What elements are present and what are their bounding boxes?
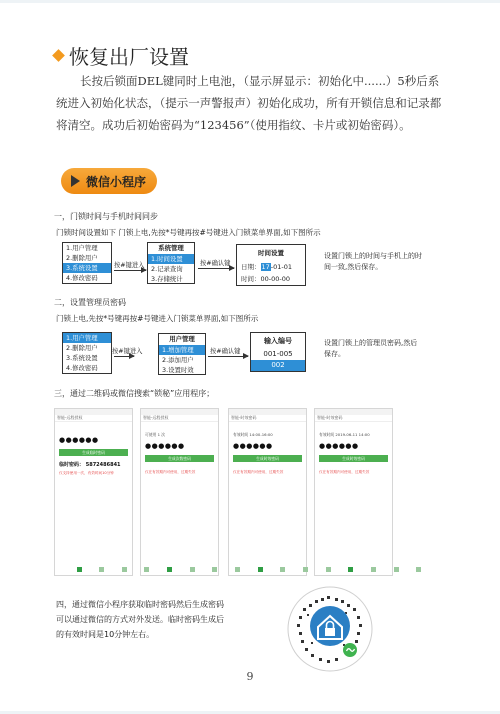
tab-icon: [323, 566, 333, 580]
menu-item: 3.系统设置: [66, 354, 98, 362]
wechat-miniprogram-tag: [61, 168, 157, 194]
phone-nav-title: 智能-远程授权: [141, 415, 218, 422]
phone-row: 有效时间 14:00-16:00: [233, 432, 273, 437]
system-menu-title: 系统管理: [158, 244, 184, 252]
arrow-label: 按#键进入: [114, 262, 145, 269]
password-dots: ●●●●●●: [319, 442, 359, 450]
tab-icon: [391, 566, 401, 580]
phone-screenshot: [314, 408, 393, 576]
section2-subtitle: 门锁上电,先按*号键再按#号键进入门锁菜单界面,如下图所示: [56, 314, 259, 323]
time-setting-box: [236, 244, 306, 286]
menu-item: 2.记录查询: [151, 265, 183, 273]
section2-heading: 二，设置管理员密码: [54, 298, 126, 307]
section1-heading: 一，门锁时间与手机时间同步: [54, 212, 158, 221]
tab-icon: [369, 566, 379, 580]
phone-nav-title: 智能-远程授权: [55, 415, 132, 422]
password-dots: ●●●●●●: [233, 442, 273, 450]
user-menu-box: [158, 333, 206, 375]
menu-item-selected: 1.用户管理: [63, 333, 111, 343]
tab-icon: [233, 566, 243, 580]
arrow-right-icon: [208, 356, 248, 357]
generate-button[interactable]: 生成临时密码: [59, 449, 128, 456]
tab-icon: [187, 566, 197, 580]
phone-nav-title: 智能-时效密码: [229, 415, 306, 422]
tab-icon: [346, 566, 356, 580]
menu-item: 1.用户管理: [66, 244, 98, 252]
play-triangle-icon: [71, 175, 80, 187]
diamond-bullet-icon: [52, 49, 65, 62]
system-menu-box: [147, 242, 195, 284]
arrow-label: 按#确认键: [200, 260, 231, 267]
menu-item: 3.设置时效: [162, 366, 194, 374]
phone-warning-text: 仅在有效期内可使用，过期失效: [145, 470, 196, 474]
time-value: 00-00-00: [260, 275, 291, 283]
password-dots: ●●●●●●: [59, 436, 99, 444]
time-setting-title: 时间设置: [258, 249, 284, 257]
phone-warning-text: 仅在有效期内可使用，过期失效: [319, 470, 370, 474]
menu-item: 2.删除用户: [66, 344, 98, 352]
miniprogram-qr-code[interactable]: [287, 586, 373, 672]
date-rest: -01-01: [270, 263, 293, 271]
generate-button[interactable]: 生成时效密码: [233, 455, 302, 462]
section1-note: 设置门锁上的时间与手机上的时间一致,然后保存。: [324, 252, 422, 271]
phone-tab-strip: [74, 566, 424, 580]
temp-password: 临时密码： 5872486841: [59, 462, 121, 468]
generate-button[interactable]: 生成次数密码: [145, 455, 214, 462]
page-title: 恢复出厂设置: [69, 45, 189, 69]
tab-icon: [142, 566, 152, 580]
phone-row: 有效时间 2019-06-11 14:00: [319, 432, 370, 437]
intro-paragraph: 长按后锁面DEL键同时上电池，（显示屏显示：初始化中......）5秒后系统进入初始化状态，（提示一声警报声）初始化成功，所有开锁信息和记录都将清空。成功后初始密码为“123456”（使用指纹、卡片或初始密码）。: [56, 74, 442, 132]
arrow-right-icon: [114, 356, 134, 357]
menu-item: 3.存储统计: [151, 275, 183, 283]
phone-warning-text: 仅在有效期内可使用，过期失效: [233, 470, 284, 474]
top-border: [0, 0, 500, 3]
date-highlight: 17: [261, 263, 270, 271]
input-code-title: 输入编号: [264, 337, 292, 345]
phone-screenshot: [228, 408, 307, 576]
time-row: [237, 274, 305, 283]
password-dots: ●●●●●●: [145, 442, 185, 450]
tab-icon: [278, 566, 288, 580]
tab-icon: [301, 566, 311, 580]
main-menu-box-2: [62, 332, 112, 374]
menu-item: 2.删除用户: [66, 254, 98, 262]
qr-code-icon: [287, 586, 373, 672]
section2-note: 设置门锁上的管理员密码,然后保存。: [324, 339, 418, 358]
tab-icon: [255, 566, 265, 580]
arrow-right-icon: [198, 268, 234, 269]
main-menu-box-1: [62, 242, 112, 284]
date-row: [237, 262, 305, 271]
input-code-highlight: 002: [251, 360, 305, 371]
phone-warning-text: 仅支持使用一次，有效时间10分钟: [59, 471, 114, 475]
arrow-right-icon: [114, 270, 146, 271]
generate-button[interactable]: 生成时效密码: [319, 455, 388, 462]
page-number: 9: [246, 670, 254, 683]
wechat-tag-label: 微信小程序: [86, 174, 147, 189]
phone-nav-title: 智能-时效密码: [315, 415, 392, 422]
menu-item-selected: 3.系统设置: [63, 263, 111, 273]
section4-text: 四，通过微信小程序获取临时密码然后生成密码可以通过微信的方式对外发送。临时密码生成后的有效时间是10分钟左右。: [56, 600, 224, 639]
section-title-row: [54, 41, 189, 70]
tab-icon: [97, 566, 107, 580]
phone-screenshot: [54, 408, 133, 576]
phone-screenshot: [140, 408, 219, 576]
tab-icon: [74, 566, 84, 580]
section1-subtitle: 门锁时间设置如下 门锁上电,先按*号键再按#号键进入门锁菜单界面,如下图所示: [56, 228, 321, 237]
date-label: 日期：: [241, 263, 261, 271]
time-label: 时间：: [241, 275, 261, 283]
input-code-box: [250, 332, 306, 372]
input-code-value: 001-005: [263, 350, 293, 358]
menu-item: 2.添加用户: [162, 356, 194, 364]
menu-item-selected: 1.时间设置: [148, 254, 194, 264]
menu-item: 4.修改密码: [66, 364, 98, 372]
section3-heading: 三，通过二维码或微信搜索“锁秘”应用程序；: [54, 389, 215, 398]
menu-item: 4.修改密码: [66, 274, 98, 282]
tab-icon: [119, 566, 129, 580]
tab-icon: [210, 566, 220, 580]
arrow-label: 按#键进入: [112, 348, 143, 355]
tab-icon: [414, 566, 424, 580]
user-menu-title: 用户管理: [169, 335, 195, 343]
menu-item-selected: 1.增加管理: [159, 345, 205, 355]
tab-icon: [165, 566, 175, 580]
phone-row: 可使用 1 次: [145, 432, 166, 437]
arrow-label: 按#确认键: [210, 348, 241, 355]
